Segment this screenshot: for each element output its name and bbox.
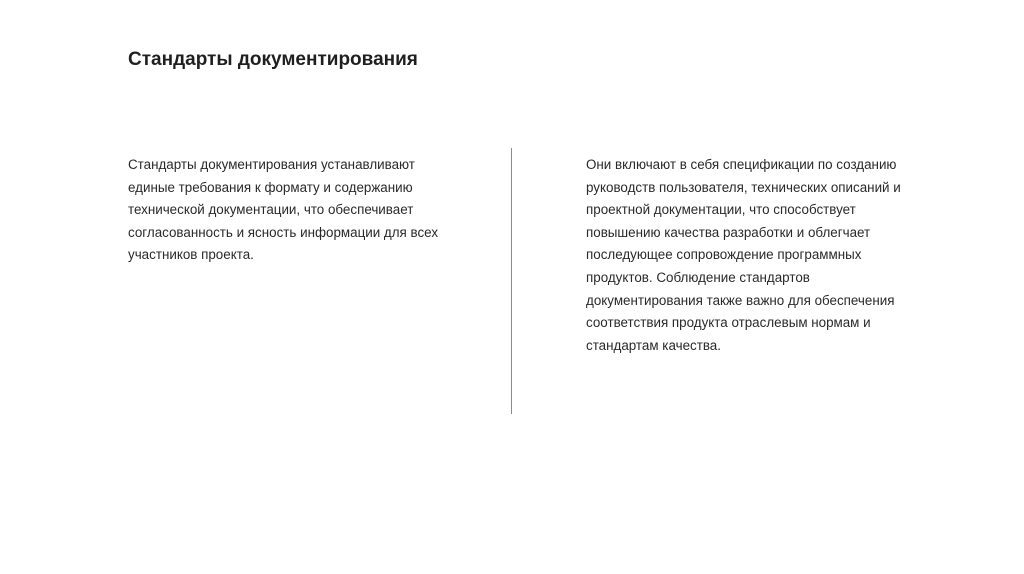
slide-title: Стандарты документирования: [128, 49, 418, 70]
right-column-text: Они включают в себя спецификации по созданию руководств пользователя, технических описаний и проектной документации, что способствует повышению качества разработки и облегчает последующее сопровождение программных продуктов. Соблюдение стандартов документирования также важно для обеспечения соответствия продукта отраслевым нормам и стандартам качества.: [586, 157, 901, 353]
left-column-text: Стандарты документирования устанавливают единые требования к формату и содержанию технической документации, что обеспечивает согласованность и ясность информации для всех участников проекта.: [128, 157, 439, 263]
column-divider: [511, 148, 512, 414]
